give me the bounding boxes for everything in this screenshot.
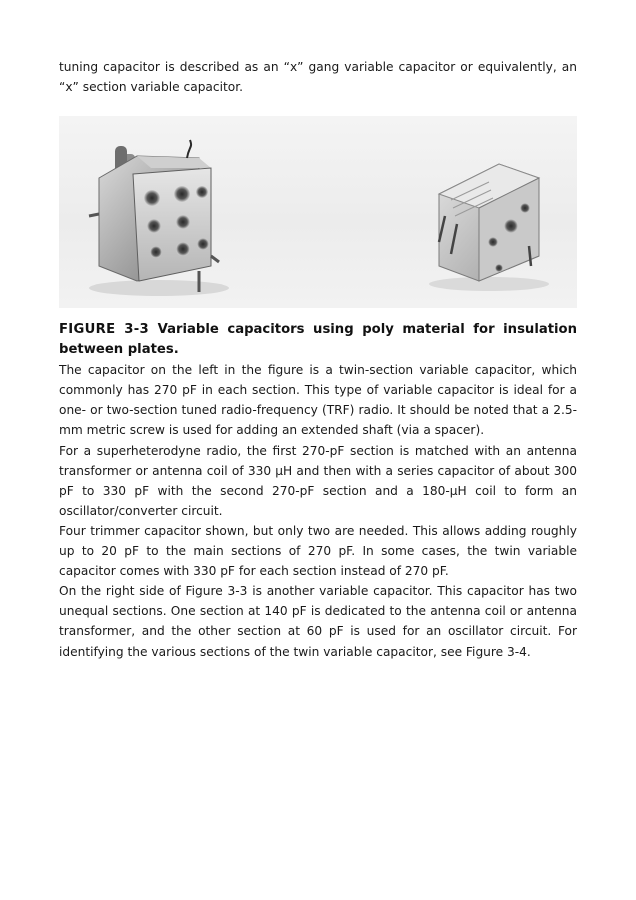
paragraph-right-capacitor: On the right side of Figure 3-3 is another variable capacitor. This capacitor has two unequal sections. One section at 140 pF is dedicated to the antenna coil or antenna transformer, and the other section at 60 pF is used for an oscillator circuit. For identifying the various sections of the twin variable capacitor, see Figure 3-4.: [59, 584, 577, 659]
figure-caption: [59, 320, 577, 360]
capacitors-illustration: [59, 116, 577, 308]
paragraph-trimmer: Four trimmer capacitor shown, but only two are needed. This allows adding roughly up to 20 pF to the main sections of 270 pF. In some cases, the twin variable capacitor comes with 330 pF for each section instead of 270 pF.: [59, 523, 577, 579]
figure-photo-variable-capacitors: [59, 116, 577, 308]
paragraph-superheterodyne: For a superheterodyne radio, the first 270-pF section is matched with an antenna transformer or antenna coil of 330 μH and then with a series capacitor of about 300 pF to 330 pF with the second 270-pF section and a 180-μH coil to form an oscillator/converter circuit.: [59, 443, 577, 518]
paragraph-twin-section: The capacitor on the left in the figure is a twin-section variable capacitor, which commonly has 270 pF in each section. This type of variable capacitor is ideal for a one- or two-section tuned radio-frequency (TRF) radio. It should be noted that a 2.5-mm metric screw is used for adding an extended shaft (via a spacer).: [59, 363, 577, 438]
figure-label: FIGURE 3-3: [59, 322, 150, 338]
page-content: [59, 57, 577, 662]
unequal-section-capacitor-right: [439, 164, 539, 281]
intro-paragraph: tuning capacitor is described as an “x” gang variable capacitor or equivalently, an “x” section variable capacitor.: [59, 60, 577, 95]
twin-section-capacitor-left: [89, 140, 219, 292]
figure-caption-text: Variable capacitors using poly material for insulation between plates.: [59, 322, 578, 358]
